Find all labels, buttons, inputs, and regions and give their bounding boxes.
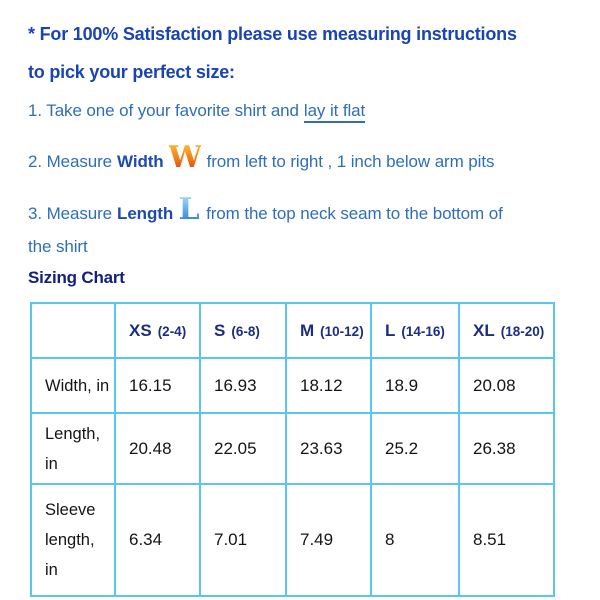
instruction-step-1 (28, 101, 365, 121)
satisfaction-heading-line2: to pick your perfect size: (28, 62, 235, 82)
instruction-1-text: 1. Take one of your favorite shirt and (28, 101, 299, 120)
value-cell: 26.38 (459, 413, 554, 484)
svg-text:L: L (178, 192, 200, 227)
row-label-sleeve-length: Sleeve length, in (31, 484, 115, 596)
length-letter-icon (178, 190, 200, 228)
table-header-row (31, 303, 554, 358)
value-cell: 8.51 (459, 484, 554, 596)
value-cell: 8 (371, 484, 459, 596)
value-cell: 7.49 (286, 484, 371, 596)
instruction-3-rest-line2: the shirt (28, 237, 88, 256)
satisfaction-heading-line1: * For 100% Satisfaction please use measuring instructions (28, 24, 517, 44)
value-cell: 22.05 (200, 413, 286, 484)
instruction-3-text: 3. Measure (28, 204, 113, 223)
value-cell: 7.01 (200, 484, 286, 596)
col-header-xl (459, 303, 554, 358)
value-cell: 23.63 (286, 413, 371, 484)
length-keyword: Length (117, 204, 174, 223)
size-range: (18-20) (500, 323, 545, 339)
table-row-sleeve-length (31, 484, 554, 596)
instruction-step-2 (28, 138, 494, 182)
instruction-2-text: 2. Measure (28, 152, 113, 171)
col-header-xs (115, 303, 200, 358)
size-label: XS (129, 320, 152, 340)
value-cell: 16.93 (200, 358, 286, 413)
value-cell: 6.34 (115, 484, 200, 596)
svg-text:W: W (168, 140, 201, 175)
corner-cell (31, 303, 115, 358)
instruction-2-rest: from left to right , 1 inch below arm pits (206, 152, 495, 171)
value-cell: 20.48 (115, 413, 200, 484)
width-letter-icon (169, 138, 201, 176)
instruction-3-rest: from the top neck seam to the bottom of (206, 204, 503, 223)
size-label: XL (473, 320, 495, 340)
size-label: L (385, 320, 396, 340)
col-header-s (200, 303, 286, 358)
col-header-m (286, 303, 371, 358)
table-row-length (31, 413, 554, 484)
instruction-step-3 (28, 190, 553, 263)
col-header-l (371, 303, 459, 358)
size-range: (14-16) (401, 323, 445, 339)
satisfaction-heading (28, 15, 588, 91)
sizing-table (30, 302, 555, 597)
width-keyword: Width (117, 152, 164, 171)
row-label-length: Length, in (31, 413, 115, 484)
size-range: (10-12) (320, 323, 364, 339)
value-cell: 18.12 (286, 358, 371, 413)
value-cell: 16.15 (115, 358, 200, 413)
row-label-width: Width, in (31, 358, 115, 413)
size-label: S (214, 320, 226, 340)
value-cell: 20.08 (459, 358, 554, 413)
size-range: (2-4) (157, 323, 187, 339)
value-cell: 25.2 (371, 413, 459, 484)
sizing-chart-title: Sizing Chart (28, 268, 125, 287)
size-label: M (300, 320, 315, 340)
size-range: (6-8) (231, 323, 260, 339)
lay-it-flat-underlined-text: lay it flat (304, 101, 365, 123)
value-cell: 18.9 (371, 358, 459, 413)
table-row-width (31, 358, 554, 413)
